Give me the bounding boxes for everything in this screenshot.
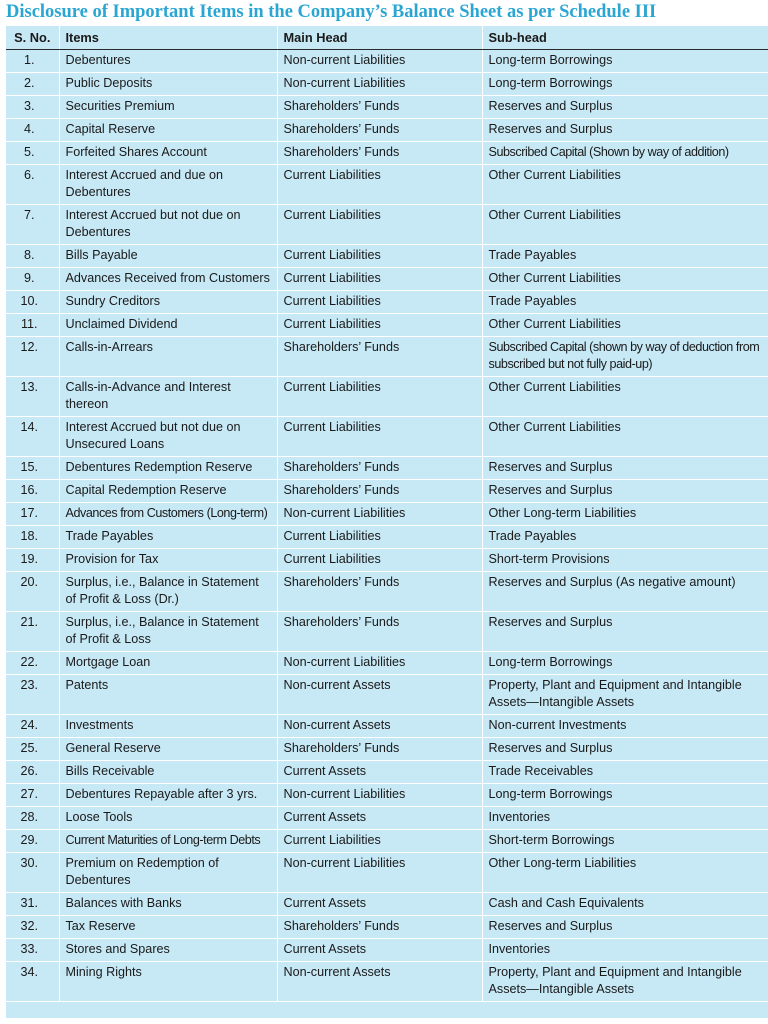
table-row bbox=[6, 830, 768, 853]
row-item: Debentures Repayable after 3 yrs. bbox=[59, 784, 277, 807]
row-sub-head: Other Current Liabilities bbox=[482, 165, 768, 205]
row-item: Interest Accrued and due on Debentures bbox=[59, 165, 277, 205]
row-number: 5. bbox=[6, 142, 59, 165]
row-item: Tax Reserve bbox=[59, 916, 277, 939]
row-main-head: Shareholders’ Funds bbox=[277, 119, 482, 142]
table-row bbox=[6, 939, 768, 962]
row-sub-head: Other Long-term Liabilities bbox=[482, 853, 768, 893]
table-row bbox=[6, 526, 768, 549]
row-item: Current Maturities of Long-term Debts bbox=[59, 830, 277, 853]
row-main-head: Current Liabilities bbox=[277, 268, 482, 291]
table-row bbox=[6, 853, 768, 893]
row-item: Investments bbox=[59, 715, 277, 738]
row-item: Stores and Spares bbox=[59, 939, 277, 962]
row-sub-head: Reserves and Surplus bbox=[482, 457, 768, 480]
row-number: 10. bbox=[6, 291, 59, 314]
row-item: Calls-in-Arrears bbox=[59, 337, 277, 377]
row-item: Mortgage Loan bbox=[59, 652, 277, 675]
row-number: 26. bbox=[6, 761, 59, 784]
row-number: 34. bbox=[6, 962, 59, 1002]
row-item: Bills Payable bbox=[59, 245, 277, 268]
row-item: Provision for Tax bbox=[59, 549, 277, 572]
row-item: Bills Receivable bbox=[59, 761, 277, 784]
page-title: Disclosure of Important Items in the Company’s Balance Sheet as per Schedule III bbox=[6, 2, 657, 22]
row-main-head: Current Assets bbox=[277, 807, 482, 830]
row-item: Surplus, i.e., Balance in Statement of Profit & Loss bbox=[59, 612, 277, 652]
row-main-head: Shareholders’ Funds bbox=[277, 738, 482, 761]
row-sub-head: Subscribed Capital (shown by way of deduction from subscribed but not fully paid-up) bbox=[482, 337, 768, 377]
table-row bbox=[6, 612, 768, 652]
row-number: 29. bbox=[6, 830, 59, 853]
row-item: Mining Rights bbox=[59, 962, 277, 1002]
row-number: 23. bbox=[6, 675, 59, 715]
row-main-head: Current Assets bbox=[277, 761, 482, 784]
row-number: 31. bbox=[6, 893, 59, 916]
row-main-head: Current Liabilities bbox=[277, 245, 482, 268]
row-main-head: Non-current Liabilities bbox=[277, 503, 482, 526]
row-number: 12. bbox=[6, 337, 59, 377]
row-item: Advances Received from Customers bbox=[59, 268, 277, 291]
row-sub-head: Non-current Investments bbox=[482, 715, 768, 738]
table-row bbox=[6, 807, 768, 830]
row-sub-head: Trade Receivables bbox=[482, 761, 768, 784]
row-number: 4. bbox=[6, 119, 59, 142]
row-item: Trade Payables bbox=[59, 526, 277, 549]
table-row bbox=[6, 119, 768, 142]
row-item: Capital Redemption Reserve bbox=[59, 480, 277, 503]
table-row bbox=[6, 675, 768, 715]
header-sub-head: Sub-head bbox=[482, 26, 768, 50]
table-row bbox=[6, 457, 768, 480]
table-row bbox=[6, 142, 768, 165]
row-sub-head: Reserves and Surplus bbox=[482, 480, 768, 503]
row-main-head: Current Liabilities bbox=[277, 377, 482, 417]
row-number: 13. bbox=[6, 377, 59, 417]
row-item: Premium on Redemption of Debentures bbox=[59, 853, 277, 893]
row-sub-head: Short-term Borrowings bbox=[482, 830, 768, 853]
row-main-head: Non-current Liabilities bbox=[277, 853, 482, 893]
row-number: 9. bbox=[6, 268, 59, 291]
row-sub-head: Long-term Borrowings bbox=[482, 784, 768, 807]
row-number: 25. bbox=[6, 738, 59, 761]
row-sub-head: Reserves and Surplus bbox=[482, 119, 768, 142]
row-main-head: Current Assets bbox=[277, 939, 482, 962]
row-number: 33. bbox=[6, 939, 59, 962]
row-main-head: Current Liabilities bbox=[277, 165, 482, 205]
row-item: Unclaimed Dividend bbox=[59, 314, 277, 337]
row-main-head: Current Liabilities bbox=[277, 549, 482, 572]
table-row bbox=[6, 165, 768, 205]
row-sub-head: Other Current Liabilities bbox=[482, 417, 768, 457]
table-row bbox=[6, 377, 768, 417]
row-main-head: Non-current Liabilities bbox=[277, 784, 482, 807]
row-item: Surplus, i.e., Balance in Statement of Profit & Loss (Dr.) bbox=[59, 572, 277, 612]
row-main-head: Current Assets bbox=[277, 893, 482, 916]
row-sub-head: Trade Payables bbox=[482, 245, 768, 268]
row-item: Balances with Banks bbox=[59, 893, 277, 916]
row-sub-head: Inventories bbox=[482, 807, 768, 830]
table-row bbox=[6, 572, 768, 612]
table-row bbox=[6, 549, 768, 572]
table-row bbox=[6, 761, 768, 784]
row-number: 16. bbox=[6, 480, 59, 503]
row-main-head: Shareholders’ Funds bbox=[277, 480, 482, 503]
row-number: 8. bbox=[6, 245, 59, 268]
table-header-row bbox=[6, 26, 768, 50]
row-number: 24. bbox=[6, 715, 59, 738]
row-sub-head: Reserves and Surplus bbox=[482, 612, 768, 652]
table-row bbox=[6, 652, 768, 675]
row-item: Forfeited Shares Account bbox=[59, 142, 277, 165]
row-sub-head: Trade Payables bbox=[482, 526, 768, 549]
table-row bbox=[6, 893, 768, 916]
row-sub-head: Inventories bbox=[482, 939, 768, 962]
table-row bbox=[6, 291, 768, 314]
table-row bbox=[6, 417, 768, 457]
row-main-head: Non-current Assets bbox=[277, 715, 482, 738]
row-main-head: Shareholders’ Funds bbox=[277, 612, 482, 652]
row-main-head: Current Liabilities bbox=[277, 526, 482, 549]
table-row bbox=[6, 503, 768, 526]
row-sub-head: Reserves and Surplus bbox=[482, 916, 768, 939]
row-sub-head: Other Current Liabilities bbox=[482, 268, 768, 291]
row-number: 22. bbox=[6, 652, 59, 675]
table-row bbox=[6, 916, 768, 939]
row-sub-head: Property, Plant and Equipment and Intangible Assets—Intangible Assets bbox=[482, 675, 768, 715]
row-sub-head: Other Current Liabilities bbox=[482, 314, 768, 337]
row-item: Securities Premium bbox=[59, 96, 277, 119]
row-item: General Reserve bbox=[59, 738, 277, 761]
row-item: Calls-in-Advance and Interest thereon bbox=[59, 377, 277, 417]
row-item: Debentures Redemption Reserve bbox=[59, 457, 277, 480]
header-main-head: Main Head bbox=[277, 26, 482, 50]
row-item: Capital Reserve bbox=[59, 119, 277, 142]
row-sub-head: Trade Payables bbox=[482, 291, 768, 314]
row-main-head: Shareholders’ Funds bbox=[277, 572, 482, 612]
row-number: 7. bbox=[6, 205, 59, 245]
row-sub-head: Other Current Liabilities bbox=[482, 377, 768, 417]
table-row bbox=[6, 480, 768, 503]
row-sub-head: Reserves and Surplus bbox=[482, 738, 768, 761]
schedule-iii-table bbox=[6, 26, 768, 1002]
row-sub-head: Other Long-term Liabilities bbox=[482, 503, 768, 526]
row-sub-head: Long-term Borrowings bbox=[482, 73, 768, 96]
row-item: Interest Accrued but not due on Debentures bbox=[59, 205, 277, 245]
row-item: Patents bbox=[59, 675, 277, 715]
table-row bbox=[6, 715, 768, 738]
row-sub-head: Property, Plant and Equipment and Intangible Assets—Intangible Assets bbox=[482, 962, 768, 1002]
row-sub-head: Long-term Borrowings bbox=[482, 652, 768, 675]
row-main-head: Shareholders’ Funds bbox=[277, 916, 482, 939]
row-number: 1. bbox=[6, 50, 59, 73]
row-main-head: Current Liabilities bbox=[277, 205, 482, 245]
row-main-head: Non-current Liabilities bbox=[277, 652, 482, 675]
table-row bbox=[6, 96, 768, 119]
row-sub-head: Subscribed Capital (Shown by way of addition) bbox=[482, 142, 768, 165]
row-main-head: Current Liabilities bbox=[277, 314, 482, 337]
row-main-head: Current Liabilities bbox=[277, 291, 482, 314]
row-number: 11. bbox=[6, 314, 59, 337]
row-main-head: Non-current Liabilities bbox=[277, 50, 482, 73]
table-row bbox=[6, 337, 768, 377]
table-row bbox=[6, 268, 768, 291]
row-number: 27. bbox=[6, 784, 59, 807]
table-row bbox=[6, 962, 768, 1002]
row-number: 20. bbox=[6, 572, 59, 612]
row-item: Advances from Customers (Long-term) bbox=[59, 503, 277, 526]
row-item: Debentures bbox=[59, 50, 277, 73]
row-item: Interest Accrued but not due on Unsecured Loans bbox=[59, 417, 277, 457]
row-main-head: Shareholders’ Funds bbox=[277, 457, 482, 480]
table-row bbox=[6, 314, 768, 337]
table-row bbox=[6, 784, 768, 807]
row-number: 2. bbox=[6, 73, 59, 96]
row-number: 3. bbox=[6, 96, 59, 119]
row-number: 19. bbox=[6, 549, 59, 572]
row-sub-head: Long-term Borrowings bbox=[482, 50, 768, 73]
table-row bbox=[6, 73, 768, 96]
header-items: Items bbox=[59, 26, 277, 50]
table-row bbox=[6, 245, 768, 268]
row-number: 18. bbox=[6, 526, 59, 549]
row-main-head: Non-current Assets bbox=[277, 962, 482, 1002]
row-number: 32. bbox=[6, 916, 59, 939]
row-main-head: Shareholders’ Funds bbox=[277, 337, 482, 377]
row-item: Loose Tools bbox=[59, 807, 277, 830]
row-main-head: Shareholders’ Funds bbox=[277, 142, 482, 165]
row-number: 21. bbox=[6, 612, 59, 652]
row-sub-head: Other Current Liabilities bbox=[482, 205, 768, 245]
row-main-head: Non-current Liabilities bbox=[277, 73, 482, 96]
row-sub-head: Short-term Provisions bbox=[482, 549, 768, 572]
row-main-head: Non-current Assets bbox=[277, 675, 482, 715]
row-item: Public Deposits bbox=[59, 73, 277, 96]
row-sub-head: Reserves and Surplus (As negative amount) bbox=[482, 572, 768, 612]
row-number: 30. bbox=[6, 853, 59, 893]
row-main-head: Shareholders’ Funds bbox=[277, 96, 482, 119]
header-sno: S. No. bbox=[6, 26, 59, 50]
row-sub-head: Reserves and Surplus bbox=[482, 96, 768, 119]
row-number: 17. bbox=[6, 503, 59, 526]
row-number: 14. bbox=[6, 417, 59, 457]
row-main-head: Current Liabilities bbox=[277, 417, 482, 457]
table-row bbox=[6, 50, 768, 73]
row-main-head: Current Liabilities bbox=[277, 830, 482, 853]
row-number: 6. bbox=[6, 165, 59, 205]
row-number: 28. bbox=[6, 807, 59, 830]
table-row bbox=[6, 738, 768, 761]
row-number: 15. bbox=[6, 457, 59, 480]
row-item: Sundry Creditors bbox=[59, 291, 277, 314]
row-sub-head: Cash and Cash Equivalents bbox=[482, 893, 768, 916]
table-row bbox=[6, 205, 768, 245]
schedule-iii-table-wrapper bbox=[6, 26, 768, 1018]
